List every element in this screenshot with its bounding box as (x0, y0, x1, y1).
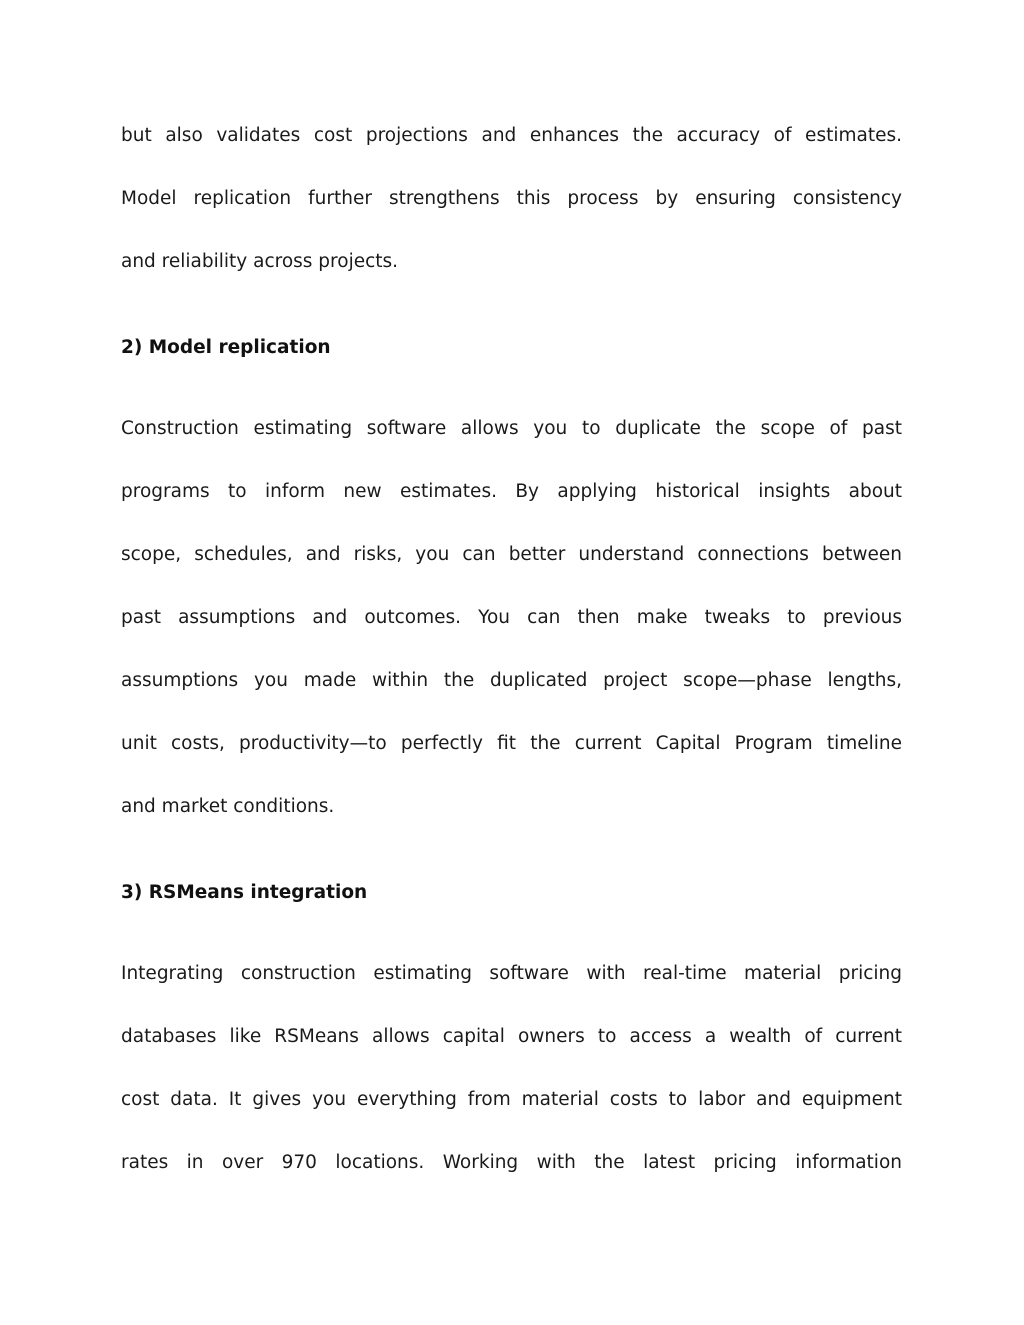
section-heading-rsmeans-integration: 3) RSMeans integration (121, 882, 368, 903)
paragraph-line: assumptions you made within the duplicated project scope—phase lengths, (121, 670, 902, 691)
paragraph-line: past assumptions and outcomes. You can then make tweaks to previous (121, 607, 902, 628)
paragraph-line: databases like RSMeans allows capital owners to access a wealth of current (121, 1026, 902, 1047)
paragraph-line: Model replication further strengthens this process by ensuring consistency (121, 188, 902, 209)
section-heading-model-replication: 2) Model replication (121, 337, 331, 358)
paragraph-line: Integrating construction estimating software with real-time material pricing (121, 963, 902, 984)
paragraph-line: but also validates cost projections and enhances the accuracy of estimates. (121, 125, 902, 146)
paragraph-line: scope, schedules, and risks, you can better understand connections between (121, 544, 902, 565)
paragraph-line: unit costs, productivity—to perfectly fit the current Capital Program timeline (121, 733, 902, 754)
paragraph-line: rates in over 970 locations. Working with the latest pricing information (121, 1152, 902, 1173)
paragraph-line: programs to inform new estimates. By applying historical insights about (121, 481, 902, 502)
paragraph-line: cost data. It gives you everything from material costs to labor and equipment (121, 1089, 902, 1110)
paragraph-line: and market conditions. (121, 796, 335, 817)
paragraph-line: Construction estimating software allows you to duplicate the scope of past (121, 418, 902, 439)
paragraph-line: and reliability across projects. (121, 251, 399, 272)
